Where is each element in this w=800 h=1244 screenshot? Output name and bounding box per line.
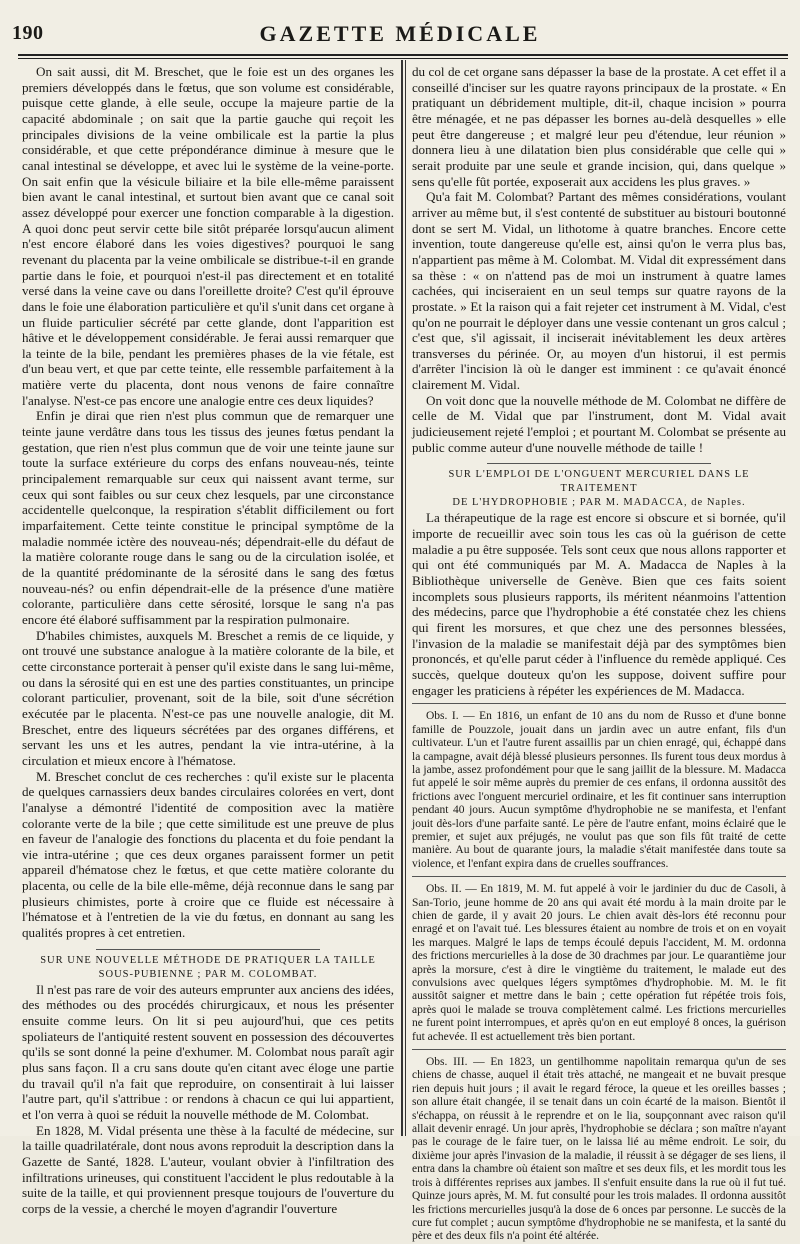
section-heading-hydrophobie-line2: DE L'HYDROPHOBIE ; PAR M. MADACCA, de Naples.	[452, 497, 746, 509]
observation-3: Obs. III. — En 1823, un gentilhomme napolitain remarqua qu'un de ses chiens de chasse, auquel il était très attaché, ne mangeait et ne buvait presque rien depuis huit jours ; il avait le regard féroce, la queue et les oreilles basses ; son allure était changée, il se tenait dans un coin écarté de la maison. Bientôt il s'échappa, on réussit à le reprendre et on le lia, soupçonnant avec raison qu'il allait devenir enragé. Un jour après, l'hydrophobie se déclara ; son maître n'ayant pas le courage de le faire tuer, on le laissa lié au même endroit. Le soir, du dixième jour après l'invasion de la maladie, il réussit à se dégager de ses liens, il entra dans la chambre où étaient son maître et ses deux fils, et les mordit tous les trois à différentes reprises aux jambes. Il s'enfuit ensuite dans la rue où il fut tué. Quinze jours après, M. M. fut consulté pour les trois malades. Il ordonna aussitôt les frictions mercurielles jusqu'à la dose de 6 onces par personne. Le succès de la cure fut complet ; aucun symptôme d'hydrophobie ne se manifesta, et la santé du père et des deux fils n'a point été altérée.	[412, 1056, 786, 1243]
header-rule-thin	[18, 58, 788, 59]
observation-divider	[412, 876, 786, 877]
paragraph: On voit donc que la nouvelle méthode de M. Colombat ne diffère de celle de M. Vidal que par l'instrument, dont M. Vidal avait judicieusement rejeté l'emploi ; et pourtant M. Colombat se présente au public comme auteur d'une nouvelle méthode de taille !	[412, 392, 786, 455]
page-number: 190	[12, 22, 44, 44]
paragraph: M. Breschet conclut de ces recherches : qu'il existe sur le placenta de quelques carnassiers deux bandes circulaires colorées en vert, dont l'analyse a démontré l'identité de composition avec la matière colorante verte de la bile ; que cette similitude est une preuve de plus en faveur de l'analogie des fonctions du placenta et du foie pendant la vie intra-utérine ; que ces deux organes paraissent former un petit appareil d'hématose chez le fœtus, et que cette matière colorante du placenta, ou celle de la bile elle-même, déjà reconnue dans le sang par plusieurs chimistes, porte à croire que ce fluide est nécessaire à l'hématose et à l'entretien de la vie du fœtus, en donnant au sang les qualités propres à cet entretien.	[22, 768, 394, 941]
paragraph: Enfin je dirai que rien n'est plus commun que de remarquer une teinte jaune verdâtre dans tous les tissus des jeunes fœtus pendant la gestation, que rien n'est plus commun que de voir une teinte jaune sur toute la surface extérieure du corps des enfans nouveau-nés, teinte principalement remarquable sur ceux qui naissent avant terme, sur ceux qui sont faibles ou sur ceux chez lesquels, par une circonstance accidentelle quelconque, la respiration s'établit difficilement ou fort imparfaitement. Cette teinte constitue le principal symptôme de la maladie nommée ictère des nouveau-nés; dépendrait-elle du défaut de la matière colorante rouge dans le sang ou de la circulation isolée, et de la quantité prédominante de la sérosité dans le sang des fœtus nouveau-nés? ou enfin dépendrait-elle de la présence d'une matière colorante, particulière dans cette sérosité, lorsque le sang n'a pas encore été élaboré suffisamment par la respiration pulmonaire.	[22, 408, 394, 627]
observation-2: Obs. II. — En 1819, M. M. fut appelé à voir le jardinier du duc de Casoli, à San-Torio, jeune homme de 20 ans qui avait été mordu à la main droite par le chien de garde, il y avait 20 jours. Le chien avait dès-lors été reconnu pour enragé et on l'avait tué. Les blessures étaient au nombre de trois et on en voyait les marques. Malgré le laps de temps écoulé depuis l'accident, M. M. ordonna des frictions mercurielles à la dose de 30 drachmes par jour. Le quarantième jour après la morsure, c'est à dire le vingtième du traitement, le malade eut des convulsions avec quelques légers symptômes d'hydrophobie. M. M. le fit aussitôt saigner et mettre dans le bain ; cette opération fut répétée trois fois, après quoi le malade se trouva complètement calmé. Les frictions mercurielles ne furent point interrompues, et après qu'on en eut employé 8 onces, la guérison fut achevée. Il est actuellement très bien portant.	[412, 883, 786, 1043]
header-rule-thick	[18, 54, 788, 56]
observation-1: Obs. I. — En 1816, un enfant de 10 ans du nom de Russo et d'une bonne famille de Pouzzole, jouait dans un jardin avec un autre enfant, fils d'un cultivateur. L'un et l'autre furent assaillis par un chien enragé, qui, échappé dans la campagne, avait déjà blessé plusieurs personnes. Ils furent tous deux mordus à la jambe, assez profondément pour que le sang jaillit de la blessure. M. Madacca fut appelé le soir même auprès du premier de ces enfans, il ordonna aussitôt des frictions avec l'onguent mercuriel ordinaire, et les fit continuer sans interruption pendant 40 jours. Aucun symptôme d'hydrophobie ne se manifesta, et l'enfant jouit dès-lors d'une parfaite santé. Le père de l'autre enfant, moins éclairé que le premier, et sujet aux préjugés, ne voulut pas que son fils fût traité de cette manière. Au bout de quarante jours, la maladie s'était manifestée dans toute sa violence, et l'enfant expira dans de cruelles souffrances.	[412, 710, 786, 870]
observation-divider	[412, 1049, 786, 1050]
paragraph: La thérapeutique de la rage est encore si obscure et si bornée, qu'il importe de recueillir avec soin tous les cas où la guérison de cette maladie a pu être supposée. Tels sont ceux que nous allons rapporter et qui ont été communiqués par M. A. Madacca de Naples à la Bibliothèque universelle de Genève. Bien que ces faits soient incomplets sous plusieurs rapports, ils méritent néanmoins l'attention des médecins, parce que l'hydrophobie a été constatée chez les chiens qui firent les morsures, et que chez une des personnes blessées, l'invasion de la maladie se manifestait déjà par des symptômes bien prononcés, et qu'elle parut céder à l'influence du remède appliqué. Ces succès, quelque douteux qu'on les suppose, doivent suffire pour engager les praticiens à répéter les expériences de M. Madacca.	[412, 510, 786, 698]
paragraph: D'habiles chimistes, auxquels M. Breschet a remis de ce liquide, y ont trouvé une substance analogue à la matière colorante de la bile, et cette circonstance porterait à penser qu'il existe dans le sang lui-même, ou dans la sérosité qui en est une des parties constituantes, un principe colorant particulier, provenant, soit de la bile, soit d'une sécrétion exécutée par le placenta. N'est-ce pas une nouvelle analogie, dit M. Breschet, entre des liqueurs sécrétées par des organes différens, et servant les uns et les autres, pendant la vie intra-utérine, à la circulation et mieux encore à l'hématose.	[22, 627, 394, 768]
paragraph: Qu'a fait M. Colombat? Partant des mêmes considérations, voulant arriver au même but, il s'est contenté de substituer au bistouri boutonné dont se sert M. Vidal, un lithotome à quatre branches. Encore cette invention, toute dangereuse qu'elle est, ainsi qu'on le verra plus bas, n'appartient pas même à M. Colombat. M. Vidal dit expressément dans sa thèse : « on n'attend pas de moi un instrument à quatre lames cachées, qui inciseraient en un seul temps sur quatre rayons de la prostate. » Et la raison qui a fait rejeter cet instrument à M. Vidal, c'est qu'on ne pourrait le déployer dans une vessie contenant un gros calcul ; c'est que, s'il agissait, il inciserait inévitablement les deux artères transverses du périnée. Or, au moyen d'un historui, il est permis d'arrêter l'incision là où le danger est imminent : ce qu'avait énoncé clairement M. Vidal.	[412, 189, 786, 393]
paragraph: du col de cet organe sans dépasser la base de la prostate. A cet effet il a conseillé d'inciser sur les quatre rayons principaux de la prostate. « En pratiquant un débridement multiple, dit-il, chaque incision » pourra être ménagée, et ne pas dépasser les bornes au-delà desquelles » elle peut être dangereuse ; et malgré leur peu d'étendue, leur réunion » donnera lieu à une dilatation bien plus considérable que celle qui » serait produite par une seule et grande incision, qui, dans quelque » sens qu'elle fût portée, exposerait aux accidens les plus graves. »	[412, 64, 786, 189]
section-heading-taille-line2: SOUS-PUBIENNE ; PAR M. COLOMBAT.	[98, 968, 318, 980]
paragraph: Il n'est pas rare de voir des auteurs emprunter aux anciens des idées, des méthodes ou des procédés chirurgicaux, et nous les présenter ensuite comme leurs. On lit si peu aujourd'hui, que ces petits spoliateurs de l'antiquité restent souvent en possession des découvertes qu'ils se sont donné la peine d'exhumer. M. Colombat nous paraît agir plus sans façon. Il a cru sans doute qu'en citant avec éloge une partie du travail qu'il n'a fait que reproduire, on consentirait à lui laisser l'autre part, qu'il s'attribue : or rendons à chacun ce qui lui appartient, et l'on verra à quoi se réduit la nouvelle méthode de M. Colombat.	[22, 981, 394, 1122]
left-column	[22, 64, 394, 1216]
section-divider	[487, 463, 711, 464]
section-divider	[96, 949, 319, 950]
section-divider	[412, 703, 786, 704]
column-divider	[401, 60, 403, 1136]
column-divider-thin	[405, 60, 406, 1136]
paragraph: On sait aussi, dit M. Breschet, que le foie est un des organes les premiers développés dans le fœtus, que son volume est considérable, puisque cette glande, à elle seule, occupe la majeure partie de la capacité abdominale ; on sait que la partie gauche qui reçoit les principales divisions de la veine ombilicale est la partie la plus considérable, et que cette prépondérance diminue à mesure que le canal intestinal se développe, et avec lui le système de la veine-porte. On sait enfin que la vésicule biliaire et la bile elle-même paraissent bien avant le canal intestinal, et surtout bien avant que ce canal soit assez développé pour exercer une fonction comparable à la digestion. A quoi donc peut servir cette bile sitôt préparée lorsqu'aucun aliment n'est encore élaboré dans les voies digestives? pourquoi le sang revenant du placenta par la veine ombilicale se distribue-t-il en grande partie dans le foie, et pourquoi n'est-il pas directement et en totalité versé dans la veine cave ou dans l'oreillette droite? C'est qu'il éprouve dans le foie une élaboration particulière et qu'il s'unit dans cet organe à un fluide particulier sécrété par cette glande, dont l'apparition est hâtive et le développement considérable. Je ferai aussi remarquer que la teinte de la bile, pendant les premières phases de la vie fétale, est d'un beau vert, et que par cette teinte, elle ressemble parfaitement à la matière verte du placenta, dont nous venons de faire connaître l'analyse. N'est-ce pas encore une analogie entre ces deux liquides?	[22, 64, 394, 408]
section-heading-taille: SUR UNE NOUVELLE MÉTHODE DE PRATIQUER LA TAILLE	[40, 954, 376, 966]
section-heading-hydrophobie: SUR L'EMPLOI DE L'ONGUENT MERCURIEL DANS LE TRAITEMENT	[448, 469, 750, 495]
masthead-title: GAZETTE MÉDICALE	[259, 21, 541, 46]
paragraph: En 1828, M. Vidal présenta une thèse à la faculté de médecine, sur la taille quadrilatérale, dont nous avons reproduit la description dans la Gazette de Santé, 1828. L'auteur, voulant obvier à l'infiltration des infiltrations urineuses, qui constituent l'accident le plus redoutable à la suite de la taille, et qui proviennent presque toujours de l'ouverture du corps de la vessie, a cherché le moyen d'agrandir l'ouverture	[22, 1122, 394, 1216]
right-column	[412, 64, 786, 1243]
